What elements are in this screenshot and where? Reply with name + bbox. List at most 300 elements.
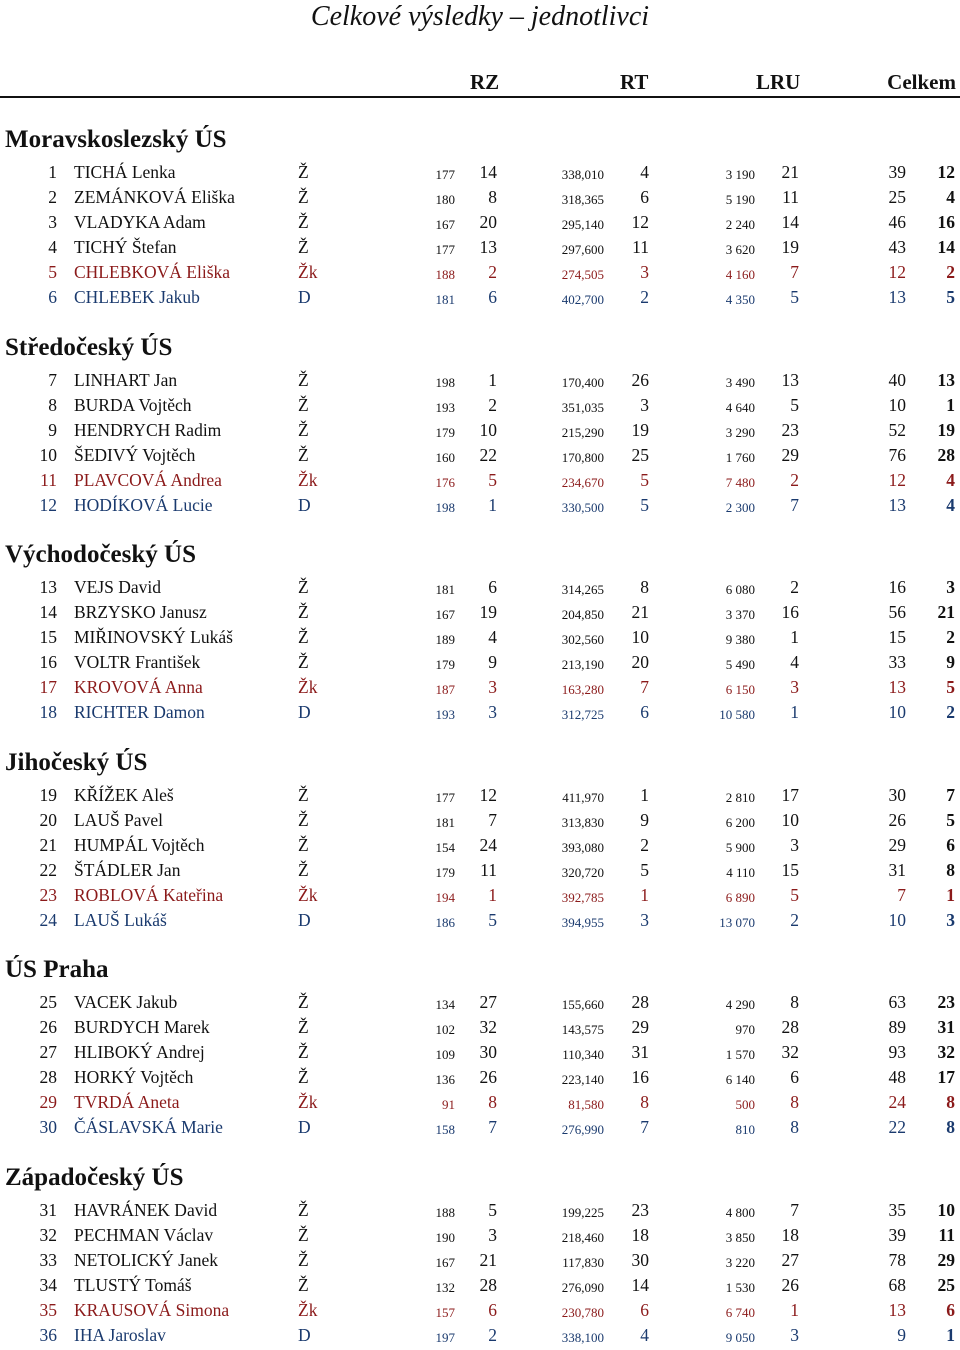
competitor-name: MIŘINOVSKÝ Lukáš xyxy=(74,627,233,647)
row-number: 19 xyxy=(39,785,57,805)
lru-value: 3 290 xyxy=(725,425,755,440)
rt-value: 170,400 xyxy=(561,375,604,390)
sum-points: 29 xyxy=(888,835,906,855)
category: Ž xyxy=(298,1250,309,1270)
lru-value: 810 xyxy=(735,1122,755,1137)
row-number: 16 xyxy=(39,652,57,672)
rt-rank: 2 xyxy=(640,835,649,855)
table-row xyxy=(0,808,960,833)
competitor-name: VACEK Jakub xyxy=(74,992,178,1012)
category: D xyxy=(298,1325,311,1345)
row-number: 31 xyxy=(39,1200,57,1220)
competitor-name: BRZYSKO Janusz xyxy=(74,602,207,622)
lru-value: 4 110 xyxy=(726,865,755,880)
row-number: 25 xyxy=(39,992,57,1012)
table-row xyxy=(0,833,960,858)
lru-rank: 16 xyxy=(781,602,799,622)
lru-rank: 8 xyxy=(790,992,799,1012)
competitor-name: ŠEDIVÝ Vojtěch xyxy=(74,445,196,465)
lru-value: 2 300 xyxy=(725,500,755,515)
category: Ž xyxy=(298,1067,309,1087)
rz-value: 158 xyxy=(435,1122,455,1137)
rt-value: 394,955 xyxy=(561,915,604,930)
rz-value: 136 xyxy=(435,1072,455,1087)
category: Ž xyxy=(298,162,309,182)
row-number: 10 xyxy=(39,445,57,465)
row-number: 28 xyxy=(39,1067,57,1087)
rt-value: 81,580 xyxy=(568,1097,604,1112)
final-rank: 17 xyxy=(937,1067,955,1087)
rt-rank: 25 xyxy=(631,445,649,465)
sum-points: 26 xyxy=(888,810,906,830)
lru-rank: 19 xyxy=(781,237,799,257)
rz-value: 176 xyxy=(435,475,455,490)
sum-points: 25 xyxy=(888,187,906,207)
sum-points: 30 xyxy=(888,785,906,805)
rz-rank: 5 xyxy=(488,910,497,930)
category: Žk xyxy=(298,885,318,905)
sum-points: 40 xyxy=(888,370,906,390)
lru-rank: 7 xyxy=(790,262,799,282)
category: Ž xyxy=(298,212,309,232)
competitor-name: HLIBOKÝ Andrej xyxy=(74,1042,205,1062)
rz-value: 102 xyxy=(435,1022,455,1037)
row-number: 29 xyxy=(39,1092,57,1112)
row-number: 2 xyxy=(48,187,57,207)
rz-value: 132 xyxy=(435,1280,455,1295)
rt-value: 110,340 xyxy=(562,1047,604,1062)
final-rank: 1 xyxy=(946,885,955,905)
rt-value: 223,140 xyxy=(561,1072,604,1087)
rz-rank: 3 xyxy=(488,677,497,697)
rt-value: 230,780 xyxy=(561,1305,604,1320)
rz-rank: 12 xyxy=(479,785,497,805)
section-title: Jihočeský ÚS xyxy=(5,749,148,776)
row-number: 8 xyxy=(48,395,57,415)
category: D xyxy=(298,287,311,307)
lru-rank: 13 xyxy=(781,370,799,390)
lru-rank: 17 xyxy=(781,785,799,805)
rz-rank: 28 xyxy=(479,1275,497,1295)
final-rank: 3 xyxy=(946,910,955,930)
lru-value: 6 140 xyxy=(725,1072,755,1087)
final-rank: 4 xyxy=(946,495,955,515)
lru-rank: 2 xyxy=(790,577,799,597)
category: Žk xyxy=(298,1300,318,1320)
rz-value: 194 xyxy=(435,890,455,905)
rt-value: 297,600 xyxy=(561,242,604,257)
table-row xyxy=(0,600,960,625)
competitor-name: LAUŠ Pavel xyxy=(74,810,163,830)
final-rank: 21 xyxy=(937,602,955,622)
rz-value: 167 xyxy=(435,1255,455,1270)
lru-value: 3 490 xyxy=(725,375,755,390)
sum-points: 13 xyxy=(888,495,906,515)
rz-value: 177 xyxy=(435,167,455,182)
rt-rank: 14 xyxy=(631,1275,649,1295)
final-rank: 5 xyxy=(946,287,955,307)
category: D xyxy=(298,702,311,722)
page-title: Celkové výsledky – jednotlivci xyxy=(310,1,650,32)
rt-value: 318,365 xyxy=(561,192,604,207)
rz-value: 193 xyxy=(435,400,455,415)
competitor-name: PLAVCOVÁ Andrea xyxy=(74,470,222,490)
rz-value: 188 xyxy=(435,1205,455,1220)
section-title: Středočeský ÚS xyxy=(5,334,173,361)
lru-value: 4 160 xyxy=(725,267,755,282)
rt-rank: 4 xyxy=(640,1325,649,1345)
lru-rank: 8 xyxy=(790,1092,799,1112)
category: Ž xyxy=(298,237,309,257)
table-row xyxy=(0,1273,960,1298)
sum-points: 33 xyxy=(888,652,906,672)
table-row xyxy=(0,1248,960,1273)
rt-rank: 21 xyxy=(631,602,649,622)
final-rank: 2 xyxy=(946,702,955,722)
rt-rank: 9 xyxy=(640,810,649,830)
category: Ž xyxy=(298,420,309,440)
lru-rank: 14 xyxy=(781,212,799,232)
competitor-name: CHLEBEK Jakub xyxy=(74,287,200,307)
final-rank: 8 xyxy=(946,1092,955,1112)
rt-value: 204,850 xyxy=(561,607,604,622)
rt-value: 199,225 xyxy=(561,1205,604,1220)
competitor-name: HUMPÁL Vojtěch xyxy=(74,835,205,855)
lru-value: 4 640 xyxy=(725,400,755,415)
rz-value: 181 xyxy=(435,582,455,597)
rz-rank: 14 xyxy=(479,162,497,182)
sum-points: 76 xyxy=(888,445,906,465)
final-rank: 9 xyxy=(946,652,955,672)
rt-rank: 28 xyxy=(631,992,649,1012)
lru-rank: 15 xyxy=(781,860,799,880)
lru-value: 1 530 xyxy=(725,1280,755,1295)
category: Ž xyxy=(298,860,309,880)
sum-points: 31 xyxy=(888,860,906,880)
category: Ž xyxy=(298,835,309,855)
category: Ž xyxy=(298,445,309,465)
rt-rank: 12 xyxy=(631,212,649,232)
rt-rank: 11 xyxy=(632,237,649,257)
lru-rank: 26 xyxy=(781,1275,799,1295)
competitor-name: PECHMAN Václav xyxy=(74,1225,214,1245)
row-number: 23 xyxy=(39,885,57,905)
rz-value: 177 xyxy=(435,790,455,805)
lru-value: 4 290 xyxy=(725,997,755,1012)
rz-rank: 8 xyxy=(488,187,497,207)
rz-rank: 2 xyxy=(488,1325,497,1345)
category: Žk xyxy=(298,262,318,282)
competitor-name: ČÁSLAVSKÁ Marie xyxy=(74,1117,223,1137)
rz-rank: 1 xyxy=(488,370,497,390)
table-row xyxy=(0,700,960,725)
sum-points: 10 xyxy=(888,910,906,930)
rz-value: 167 xyxy=(435,607,455,622)
category: Ž xyxy=(298,1225,309,1245)
table-row xyxy=(0,1298,960,1323)
rt-rank: 1 xyxy=(640,885,649,905)
final-rank: 12 xyxy=(937,162,955,182)
lru-value: 970 xyxy=(735,1022,755,1037)
lru-rank: 11 xyxy=(782,187,799,207)
category: Ž xyxy=(298,810,309,830)
section-title: Východočeský ÚS xyxy=(5,541,196,568)
rz-value: 177 xyxy=(435,242,455,257)
table-row xyxy=(0,210,960,235)
lru-value: 5 900 xyxy=(725,840,755,855)
rz-rank: 10 xyxy=(479,420,497,440)
lru-value: 4 350 xyxy=(725,292,755,307)
sum-points: 7 xyxy=(897,885,906,905)
rz-value: 197 xyxy=(435,1330,455,1345)
table-row xyxy=(0,908,960,933)
lru-value: 3 190 xyxy=(725,167,755,182)
rt-rank: 5 xyxy=(640,470,649,490)
final-rank: 3 xyxy=(946,577,955,597)
lru-rank: 6 xyxy=(790,1067,799,1087)
competitor-name: KRAUSOVÁ Simona xyxy=(74,1300,230,1320)
final-rank: 25 xyxy=(937,1275,955,1295)
rz-value: 181 xyxy=(435,292,455,307)
lru-rank: 3 xyxy=(790,677,799,697)
row-number: 12 xyxy=(39,495,57,515)
rt-value: 320,720 xyxy=(561,865,604,880)
rz-value: 190 xyxy=(435,1230,455,1245)
table-row xyxy=(0,418,960,443)
lru-rank: 5 xyxy=(790,395,799,415)
row-number: 1 xyxy=(48,162,57,182)
rz-value: 134 xyxy=(435,997,455,1012)
category: D xyxy=(298,910,311,930)
sum-points: 56 xyxy=(888,602,906,622)
rz-rank: 32 xyxy=(479,1017,497,1037)
rz-rank: 5 xyxy=(488,470,497,490)
rt-value: 351,035 xyxy=(561,400,604,415)
final-rank: 14 xyxy=(937,237,955,257)
lru-value: 7 480 xyxy=(725,475,755,490)
rz-rank: 6 xyxy=(488,1300,497,1320)
row-number: 27 xyxy=(39,1042,57,1062)
header-lru: LRU xyxy=(756,70,801,94)
rt-value: 314,265 xyxy=(561,582,604,597)
lru-rank: 32 xyxy=(781,1042,799,1062)
final-rank: 23 xyxy=(937,992,955,1012)
lru-rank: 29 xyxy=(781,445,799,465)
rz-value: 180 xyxy=(435,192,455,207)
rz-rank: 4 xyxy=(488,627,497,647)
row-number: 34 xyxy=(39,1275,57,1295)
lru-rank: 27 xyxy=(781,1250,799,1270)
rt-value: 302,560 xyxy=(561,632,604,647)
rt-rank: 10 xyxy=(631,627,649,647)
lru-value: 3 620 xyxy=(725,242,755,257)
lru-rank: 5 xyxy=(790,885,799,905)
lru-rank: 3 xyxy=(790,1325,799,1345)
final-rank: 6 xyxy=(946,835,955,855)
rt-rank: 26 xyxy=(631,370,649,390)
rt-value: 411,970 xyxy=(562,790,604,805)
category: Ž xyxy=(298,577,309,597)
rt-rank: 3 xyxy=(640,395,649,415)
rz-rank: 24 xyxy=(479,835,497,855)
section xyxy=(0,535,960,725)
lru-value: 1 570 xyxy=(725,1047,755,1062)
rz-value: 167 xyxy=(435,217,455,232)
lru-value: 5 190 xyxy=(725,192,755,207)
table-row xyxy=(0,1223,960,1248)
sum-points: 13 xyxy=(888,1300,906,1320)
section xyxy=(0,950,960,1140)
table-row xyxy=(0,1040,960,1065)
sum-points: 52 xyxy=(888,420,906,440)
table-row xyxy=(0,990,960,1015)
final-rank: 11 xyxy=(938,1225,955,1245)
rz-rank: 27 xyxy=(479,992,497,1012)
final-rank: 16 xyxy=(937,212,955,232)
rz-rank: 7 xyxy=(488,810,497,830)
sum-points: 43 xyxy=(888,237,906,257)
competitor-name: HORKÝ Vojtěch xyxy=(74,1067,194,1087)
rz-value: 189 xyxy=(435,632,455,647)
sum-points: 22 xyxy=(888,1117,906,1137)
competitor-name: CHLEBKOVÁ Eliška xyxy=(74,262,231,282)
competitor-name: TLUSTÝ Tomáš xyxy=(74,1275,192,1295)
sum-points: 39 xyxy=(888,1225,906,1245)
lru-rank: 4 xyxy=(790,652,799,672)
section-title: ÚS Praha xyxy=(5,956,109,983)
rt-rank: 6 xyxy=(640,702,649,722)
section-title: Moravskoslezský ÚS xyxy=(5,126,227,153)
table-row xyxy=(0,1323,960,1348)
competitor-name: KŘÍŽEK Aleš xyxy=(74,785,174,805)
competitor-name: RICHTER Damon xyxy=(74,702,205,722)
category: Ž xyxy=(298,187,309,207)
rt-value: 143,575 xyxy=(561,1022,604,1037)
lru-value: 6 080 xyxy=(725,582,755,597)
rz-rank: 13 xyxy=(479,237,497,257)
sum-points: 48 xyxy=(888,1067,906,1087)
category: Ž xyxy=(298,992,309,1012)
rz-value: 198 xyxy=(435,500,455,515)
row-number: 33 xyxy=(39,1250,57,1270)
table-row xyxy=(0,883,960,908)
row-number: 26 xyxy=(39,1017,57,1037)
lru-rank: 7 xyxy=(790,1200,799,1220)
final-rank: 5 xyxy=(946,677,955,697)
rt-rank: 4 xyxy=(640,162,649,182)
lru-value: 9 380 xyxy=(725,632,755,647)
category: Ž xyxy=(298,602,309,622)
lru-rank: 2 xyxy=(790,910,799,930)
category: D xyxy=(298,1117,311,1137)
rz-value: 179 xyxy=(435,657,455,672)
rt-rank: 18 xyxy=(631,1225,649,1245)
category: Ž xyxy=(298,652,309,672)
final-rank: 29 xyxy=(937,1250,955,1270)
competitor-name: ROBLOVÁ Kateřina xyxy=(74,885,224,905)
rt-value: 213,190 xyxy=(561,657,604,672)
rz-rank: 21 xyxy=(479,1250,497,1270)
rz-rank: 6 xyxy=(488,287,497,307)
rt-rank: 6 xyxy=(640,187,649,207)
category: Ž xyxy=(298,1200,309,1220)
table-row xyxy=(0,393,960,418)
row-number: 14 xyxy=(39,602,57,622)
final-rank: 13 xyxy=(937,370,955,390)
category: Ž xyxy=(298,1017,309,1037)
header-celkem: Celkem xyxy=(887,70,956,94)
rt-value: 163,280 xyxy=(561,682,604,697)
sum-points: 78 xyxy=(888,1250,906,1270)
competitor-name: IHA Jaroslav xyxy=(74,1325,166,1345)
lru-rank: 3 xyxy=(790,835,799,855)
rz-value: 109 xyxy=(435,1047,455,1062)
sum-points: 13 xyxy=(888,677,906,697)
final-rank: 6 xyxy=(946,1300,955,1320)
lru-value: 3 370 xyxy=(725,607,755,622)
category: Ž xyxy=(298,1042,309,1062)
final-rank: 5 xyxy=(946,810,955,830)
category: Žk xyxy=(298,1092,318,1112)
header-rz: RZ xyxy=(470,70,500,94)
lru-value: 1 760 xyxy=(725,450,755,465)
rz-value: 188 xyxy=(435,267,455,282)
rz-value: 160 xyxy=(435,450,455,465)
competitor-name: HAVRÁNEK David xyxy=(74,1200,218,1220)
lru-value: 6 200 xyxy=(725,815,755,830)
competitor-name: VLADYKA Adam xyxy=(74,212,206,232)
lru-value: 2 240 xyxy=(725,217,755,232)
rz-value: 186 xyxy=(435,915,455,930)
category: Ž xyxy=(298,395,309,415)
column-header-row xyxy=(0,70,960,98)
rz-rank: 3 xyxy=(488,702,497,722)
rt-value: 295,140 xyxy=(561,217,604,232)
sum-points: 9 xyxy=(897,1325,906,1345)
section xyxy=(0,120,960,310)
rt-rank: 16 xyxy=(631,1067,649,1087)
table-row xyxy=(0,468,960,493)
category: D xyxy=(298,495,311,515)
category: Ž xyxy=(298,785,309,805)
sum-points: 89 xyxy=(888,1017,906,1037)
competitor-name: HODÍKOVÁ Lucie xyxy=(74,495,213,515)
lru-value: 2 810 xyxy=(725,790,755,805)
section xyxy=(0,743,960,933)
table-row xyxy=(0,1090,960,1115)
lru-value: 10 580 xyxy=(719,707,755,722)
row-number: 7 xyxy=(48,370,57,390)
rt-rank: 29 xyxy=(631,1017,649,1037)
final-rank: 32 xyxy=(937,1042,955,1062)
table-row xyxy=(0,1065,960,1090)
rz-rank: 5 xyxy=(488,1200,497,1220)
lru-rank: 21 xyxy=(781,162,799,182)
rz-rank: 11 xyxy=(480,860,497,880)
category: Ž xyxy=(298,627,309,647)
table-row xyxy=(0,575,960,600)
final-rank: 7 xyxy=(946,785,955,805)
row-number: 13 xyxy=(39,577,57,597)
row-number: 24 xyxy=(39,910,57,930)
category: Žk xyxy=(298,470,318,490)
rz-rank: 3 xyxy=(488,1225,497,1245)
section-title: Západočeský ÚS xyxy=(5,1164,184,1191)
competitor-name: VEJS David xyxy=(74,577,162,597)
rt-value: 234,670 xyxy=(561,475,604,490)
table-row xyxy=(0,285,960,310)
rt-value: 155,660 xyxy=(561,997,604,1012)
